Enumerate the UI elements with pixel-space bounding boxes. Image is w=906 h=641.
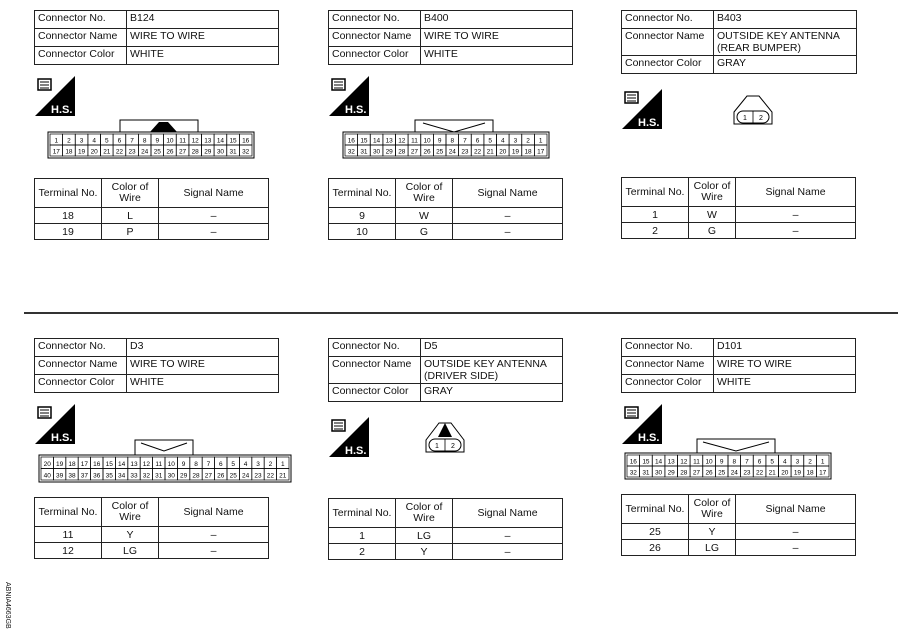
pin-label: 24 bbox=[730, 469, 738, 477]
pin-label: 22 bbox=[755, 469, 764, 477]
pin-label: 17 bbox=[80, 461, 89, 468]
pin-label: 6 bbox=[475, 137, 480, 145]
pin-label: 11 bbox=[179, 137, 186, 145]
pin-label: 30 bbox=[654, 469, 663, 477]
connector-block-b124 bbox=[34, 10, 279, 65]
pin-label: 39 bbox=[55, 472, 64, 480]
connector-no-label: Connector No. bbox=[35, 11, 127, 29]
terminal-table-d5: Terminal No. Color of Wire Signal Name 1 LG – 2 Y – bbox=[328, 498, 563, 560]
table-row: 9 W – bbox=[329, 208, 563, 224]
pin-label: 27 bbox=[178, 148, 187, 156]
table-row: 1 LG – bbox=[329, 528, 563, 544]
connector-face-b124 bbox=[46, 113, 256, 159]
pin-label: 26 bbox=[705, 469, 713, 477]
pin-label: 15 bbox=[229, 137, 237, 145]
connector-face-d101 bbox=[623, 434, 833, 480]
pin-label: 13 bbox=[385, 137, 393, 145]
pin-label: 20 bbox=[43, 461, 51, 468]
table-row: 1 W – bbox=[622, 207, 856, 223]
svg-text:H.S.: H.S. bbox=[345, 104, 367, 116]
pin-label: 13 bbox=[667, 458, 675, 466]
pin-label: 30 bbox=[372, 148, 381, 156]
svg-text:H.S.: H.S. bbox=[51, 104, 73, 116]
pin-label: 21 bbox=[103, 148, 111, 156]
pin-label: 16 bbox=[629, 458, 637, 466]
pin-label: 8 bbox=[450, 137, 455, 145]
pin-label: 6 bbox=[117, 137, 122, 145]
pin-label: 40 bbox=[43, 472, 51, 480]
hs-icon bbox=[329, 76, 369, 116]
pin-label: 12 bbox=[142, 461, 151, 468]
pin-label: 34 bbox=[117, 472, 126, 480]
pin-label: 11 bbox=[411, 137, 418, 145]
pin-label: 4 bbox=[92, 137, 96, 145]
svg-text:H.S.: H.S. bbox=[345, 445, 367, 457]
hs-icon bbox=[622, 89, 662, 129]
pin-label: 29 bbox=[179, 472, 188, 480]
pin-label: 32 bbox=[242, 148, 250, 156]
pin-label: 14 bbox=[216, 137, 225, 145]
connector-color-label: Connector Color bbox=[35, 47, 127, 65]
connector-info-table: Connector No. D5 Connector Name OUTSIDE KEY ANTENNA (DRIVER SIDE) Connector Color GRAY bbox=[328, 338, 563, 402]
pin-label: 27 bbox=[692, 469, 701, 477]
pin-label: 26 bbox=[166, 148, 174, 156]
hs-icon bbox=[35, 76, 75, 116]
pin-label: 22 bbox=[115, 148, 124, 156]
table-row: 19 P – bbox=[35, 224, 269, 240]
connector-face-b400 bbox=[341, 113, 551, 159]
table-row: 26 LG – bbox=[622, 540, 856, 556]
pin-label: 31 bbox=[642, 469, 650, 477]
terminal-table-d101: Terminal No. Color of Wire Signal Name 25 Y – 26 LG – bbox=[621, 494, 856, 556]
connector-name-label: Connector Name bbox=[35, 29, 127, 47]
pin-label: 2 bbox=[268, 461, 273, 468]
connector-face-b403 bbox=[727, 94, 777, 128]
svg-text:2: 2 bbox=[759, 115, 763, 122]
connector-block-d3 bbox=[34, 338, 279, 393]
pin-label: 25 bbox=[436, 148, 444, 156]
pin-label: 3 bbox=[256, 461, 260, 468]
pin-label: 35 bbox=[105, 472, 113, 480]
pin-label: 29 bbox=[385, 148, 393, 156]
terminal-table-b124 bbox=[34, 178, 269, 240]
pin-label: 23 bbox=[461, 148, 469, 156]
table-row: 18 L – bbox=[35, 208, 269, 224]
svg-text:2: 2 bbox=[451, 443, 455, 450]
pin-label: 1 bbox=[820, 458, 825, 466]
table-row: 25 Y – bbox=[622, 524, 856, 540]
pin-label: 28 bbox=[191, 148, 199, 156]
pin-label: 1 bbox=[280, 461, 285, 468]
pin-label: 31 bbox=[229, 148, 237, 156]
pin-label: 24 bbox=[448, 148, 456, 156]
pin-label: 26 bbox=[423, 148, 431, 156]
connector-no-value: B124 bbox=[127, 11, 279, 29]
pin-label: 16 bbox=[347, 137, 355, 145]
pin-label: 14 bbox=[372, 137, 381, 145]
table-row: 2 G – bbox=[622, 223, 856, 239]
table-row: 12 LG – bbox=[35, 543, 269, 559]
pin-label: 18 bbox=[806, 469, 814, 477]
pin-label: 30 bbox=[167, 472, 175, 480]
pin-label: 22 bbox=[266, 472, 275, 480]
pin-label: 14 bbox=[654, 458, 663, 466]
pin-label: 15 bbox=[642, 458, 650, 466]
connector-info-table bbox=[34, 10, 279, 65]
pin-label: 19 bbox=[793, 469, 802, 477]
pin-label: 19 bbox=[511, 148, 520, 156]
connector-name-value: WIRE TO WIRE bbox=[127, 29, 279, 47]
pin-label: 21 bbox=[768, 469, 776, 477]
pin-label: 24 bbox=[241, 472, 250, 480]
connector-info-table: Connector No. D3 Connector Name WIRE TO WIRE Connector Color WHITE bbox=[34, 338, 279, 393]
pin-label: 28 bbox=[398, 148, 406, 156]
pin-label: 9 bbox=[719, 458, 724, 466]
signal-name-header: Signal Name bbox=[159, 179, 269, 208]
pin-label: 15 bbox=[105, 461, 113, 468]
pin-label: 16 bbox=[93, 461, 101, 468]
svg-text:1: 1 bbox=[435, 443, 439, 450]
svg-text:1: 1 bbox=[743, 115, 747, 122]
pin-label: 27 bbox=[204, 472, 213, 480]
pin-label: 7 bbox=[745, 458, 749, 466]
pin-label: 18 bbox=[65, 148, 73, 156]
pin-label: 29 bbox=[204, 148, 212, 156]
pin-label: 23 bbox=[743, 469, 751, 477]
terminal-table-b400: Terminal No. Color of Wire Signal Name 9 W – 10 G – bbox=[328, 178, 563, 240]
terminal-no-header: Terminal No. bbox=[35, 179, 102, 208]
connector-block-b400 bbox=[328, 10, 573, 65]
pin-label: 8 bbox=[142, 137, 147, 145]
pin-label: 25 bbox=[153, 148, 161, 156]
pin-label: 17 bbox=[537, 148, 545, 156]
pin-label: 10 bbox=[166, 137, 174, 145]
pin-label: 31 bbox=[155, 472, 163, 480]
pin-label: 2 bbox=[808, 458, 812, 466]
pin-label: 37 bbox=[80, 472, 89, 480]
pin-label: 8 bbox=[732, 458, 737, 466]
connector-info-table: Connector No. B400 Connector Name WIRE TO WIRE Connector Color WHITE bbox=[328, 10, 573, 65]
pin-label: 5 bbox=[488, 137, 492, 145]
pin-label: 28 bbox=[680, 469, 688, 477]
pin-label: 22 bbox=[473, 148, 482, 156]
pin-label: 20 bbox=[90, 148, 98, 156]
pin-label: 21 bbox=[279, 472, 287, 480]
hs-icon bbox=[329, 417, 369, 457]
pin-label: 6 bbox=[218, 461, 223, 468]
pin-label: 8 bbox=[194, 461, 198, 468]
pin-label: 11 bbox=[155, 461, 163, 468]
pin-label: 26 bbox=[217, 472, 225, 480]
pin-label: 5 bbox=[105, 137, 109, 145]
pin-label: 10 bbox=[705, 458, 713, 466]
connector-block-b403 bbox=[621, 10, 857, 74]
pin-label: 9 bbox=[437, 137, 442, 145]
pin-label: 21 bbox=[486, 148, 494, 156]
pin-label: 25 bbox=[229, 472, 237, 480]
pin-label: 12 bbox=[191, 137, 199, 145]
pin-label: 12 bbox=[680, 458, 688, 466]
pin-label: 3 bbox=[795, 458, 800, 466]
pin-label: 2 bbox=[526, 137, 530, 145]
pin-label: 14 bbox=[117, 461, 126, 468]
terminal-table-b403: Terminal No. Color of Wire Signal Name 1 W – 2 G – bbox=[621, 177, 856, 239]
pin-label: 3 bbox=[79, 137, 84, 145]
pin-label: 29 bbox=[667, 469, 675, 477]
pin-label: 13 bbox=[130, 461, 138, 468]
connector-face-d5 bbox=[419, 420, 469, 456]
connector-block-d101 bbox=[621, 338, 856, 393]
pin-label: 25 bbox=[718, 469, 726, 477]
pin-label: 4 bbox=[783, 458, 787, 466]
pin-label: 9 bbox=[181, 461, 186, 468]
svg-text:H.S.: H.S. bbox=[51, 432, 73, 444]
pin-label: 16 bbox=[242, 137, 250, 145]
pin-label: 18 bbox=[524, 148, 532, 156]
pin-label: 38 bbox=[68, 472, 76, 480]
pin-label: 32 bbox=[142, 472, 151, 480]
pin-label: 6 bbox=[757, 458, 762, 466]
terminal-table-d3: Terminal No. Color of Wire Signal Name 11 Y – 12 LG – bbox=[34, 497, 269, 559]
connector-block-d5 bbox=[328, 338, 563, 402]
pin-label: 36 bbox=[93, 472, 101, 480]
pin-label: 5 bbox=[770, 458, 774, 466]
pin-label: 20 bbox=[499, 148, 507, 156]
pin-label: 2 bbox=[67, 137, 71, 145]
pin-label: 17 bbox=[819, 469, 827, 477]
pin-label: 20 bbox=[781, 469, 789, 477]
table-row: 2 Y – bbox=[329, 544, 563, 560]
connector-face-d3 bbox=[37, 437, 295, 483]
pin-label: 7 bbox=[130, 137, 134, 145]
section-divider bbox=[24, 312, 898, 314]
pin-label: 24 bbox=[141, 148, 149, 156]
pin-label: 7 bbox=[463, 137, 467, 145]
pin-label: 10 bbox=[423, 137, 431, 145]
pin-label: 4 bbox=[243, 461, 248, 468]
pin-label: 32 bbox=[347, 148, 355, 156]
color-of-wire-header: Color of Wire bbox=[102, 179, 159, 208]
pin-label: 23 bbox=[254, 472, 262, 480]
connector-info-table: Connector No. B403 Connector Name OUTSIDE KEY ANTENNA (REAR BUMPER) Connector Color GRAY bbox=[621, 10, 857, 74]
pin-label: 4 bbox=[501, 137, 505, 145]
pin-label: 1 bbox=[54, 137, 59, 145]
pin-label: 5 bbox=[231, 461, 236, 468]
pin-label: 7 bbox=[206, 461, 211, 468]
pin-label: 9 bbox=[155, 137, 160, 145]
pin-label: 19 bbox=[55, 461, 64, 468]
table-row: 10 G – bbox=[329, 224, 563, 240]
pin-label: 3 bbox=[513, 137, 518, 145]
pin-label: 30 bbox=[216, 148, 225, 156]
pin-label: 31 bbox=[360, 148, 368, 156]
pin-label: 28 bbox=[192, 472, 200, 480]
pin-label: 10 bbox=[167, 461, 175, 468]
pin-label: 13 bbox=[204, 137, 212, 145]
pin-label: 33 bbox=[130, 472, 138, 480]
pin-label: 11 bbox=[693, 458, 700, 466]
svg-text:H.S.: H.S. bbox=[638, 432, 660, 444]
pin-label: 15 bbox=[360, 137, 368, 145]
pin-label: 27 bbox=[410, 148, 419, 156]
figure-code: ABNIA4663GB bbox=[4, 582, 11, 629]
pin-label: 19 bbox=[77, 148, 86, 156]
pin-label: 17 bbox=[52, 148, 60, 156]
pin-label: 23 bbox=[128, 148, 136, 156]
pin-label: 1 bbox=[538, 137, 543, 145]
connector-info-table: Connector No. D101 Connector Name WIRE TO WIRE Connector Color WHITE bbox=[621, 338, 856, 393]
pin-label: 32 bbox=[629, 469, 637, 477]
table-row: 11 Y – bbox=[35, 527, 269, 543]
pin-label: 18 bbox=[68, 461, 76, 468]
connector-color-value: WHITE bbox=[127, 47, 279, 65]
svg-text:H.S.: H.S. bbox=[638, 117, 660, 129]
pin-label: 12 bbox=[398, 137, 406, 145]
